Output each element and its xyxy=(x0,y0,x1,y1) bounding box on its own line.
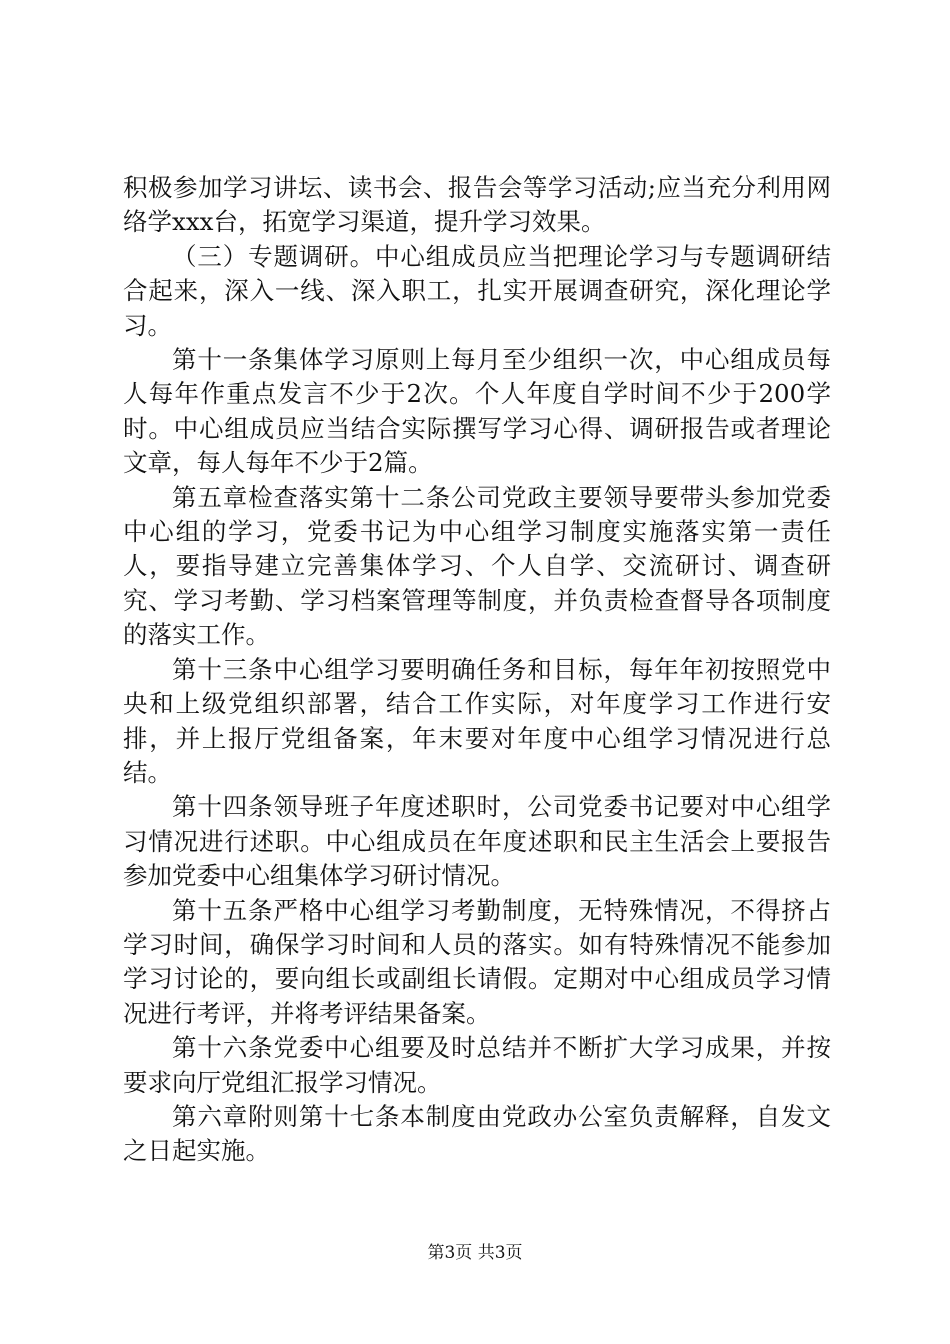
paragraph-article-14: 第十四条领导班子年度述职时，公司党委书记要对中心组学习情况进行述职。中心组成员在年度述职和民主生活会上要报告参加党委中心组集体学习研讨情况。 xyxy=(123,792,831,891)
paragraph-special-research: （三）专题调研。中心组成员应当把理论学习与专题调研结合起来，深入一线、深入职工，扎实开展调查研究，深化理论学习。 xyxy=(123,241,831,340)
paragraph-article-11: 第十一条集体学习原则上每月至少组织一次，中心组成员每人每年作重点发言不少于2次。个人年度自学时间不少于200学时。中心组成员应当结合实际撰写学习心得、调研报告或者理论文章，每人每年不少于2篇。 xyxy=(123,345,831,478)
paragraph-chapter-5-article-12: 第五章检查落实第十二条公司党政主要领导要带头参加党委中心组的学习，党委书记为中心组学习制度实施落实第一责任人，要指导建立完善集体学习、个人自学、交流研讨、调查研究、学习考勤、学习档案管理等制度，并负责检查督导各项制度的落实工作。 xyxy=(123,482,831,650)
page-number-footer: 第3页 共3页 xyxy=(427,1243,523,1263)
paragraph-article-16: 第十六条党委中心组要及时总结并不断扩大学习成果，并按要求向厅党组汇报学习情况。 xyxy=(123,1033,831,1097)
document-body xyxy=(123,171,831,1169)
paragraph-article-15: 第十五条严格中心组学习考勤制度，无特殊情况，不得挤占学习时间，确保学习时间和人员的落实。如有特殊情况不能参加学习讨论的，要向组长或副组长请假。定期对中心组成员学习情况进行考评，并将考评结果备案。 xyxy=(123,895,831,1028)
paragraph-continuation: 积极参加学习讲坛、读书会、报告会等学习活动;应当充分利用网络学xxx台，拓宽学习渠道，提升学习效果。 xyxy=(123,173,831,237)
paragraph-chapter-6-article-17: 第六章附则第十七条本制度由党政办公室负责解释，自发文之日起实施。 xyxy=(123,1101,831,1166)
paragraph-article-13: 第十三条中心组学习要明确任务和目标，每年年初按照党中央和上级党组织部署，结合工作实际，对年度学习工作进行安排，并上报厅党组备案，年末要对年度中心组学习情况进行总结。 xyxy=(123,654,831,787)
